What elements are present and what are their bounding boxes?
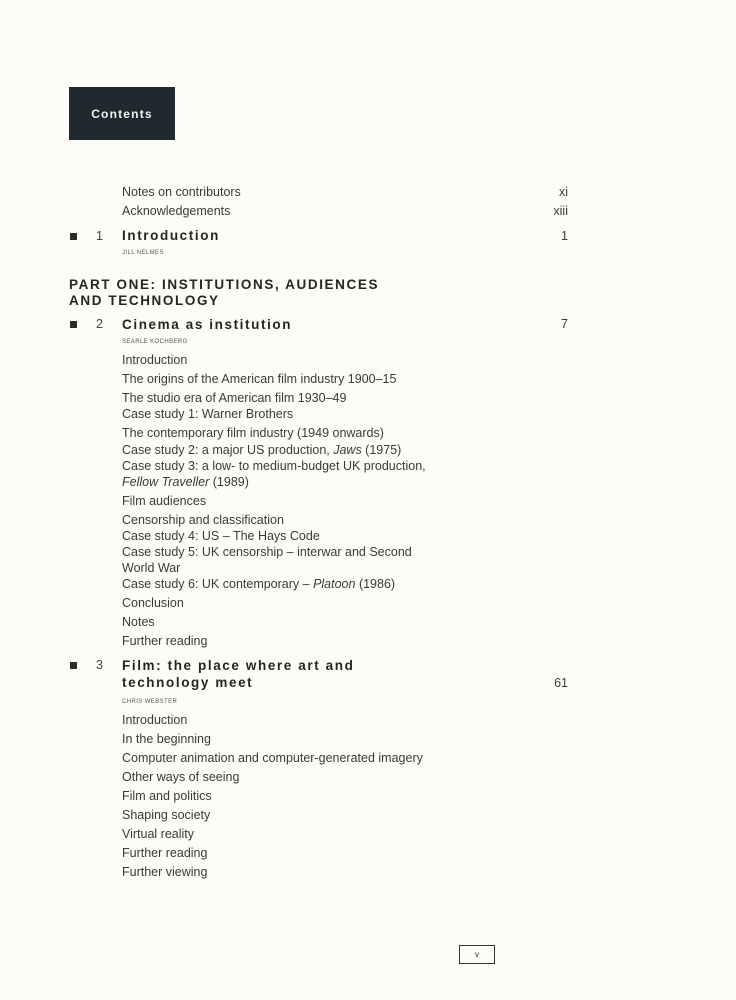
contents-title: Contents <box>91 106 153 121</box>
toc-entry: Case study 3: a low- to medium-budget UK production, <box>122 459 426 473</box>
toc-entry: Other ways of seeing <box>122 770 240 784</box>
toc-entry: World War <box>122 561 181 575</box>
chapter-bullet <box>70 662 77 669</box>
part-heading-line1: PART ONE: INSTITUTIONS, AUDIENCES <box>69 277 380 292</box>
toc-entry: Fellow Traveller (1989) <box>122 475 249 489</box>
toc-entry: Case study 5: UK censorship – interwar and Second <box>122 545 412 559</box>
chapter-number: 3 <box>96 658 103 672</box>
chapter-author: SEARLE KOCHBERG <box>122 339 188 345</box>
toc-entry: Case study 4: US – The Hays Code <box>122 529 320 543</box>
chapter-page: 1 <box>561 229 568 243</box>
toc-entry: Computer animation and computer-generated imagery <box>122 751 423 765</box>
front-item-acknowledgements: Acknowledgements <box>122 204 231 218</box>
front-item-contributors: Notes on contributors <box>122 185 241 199</box>
chapter-author: JILL NELMES <box>122 250 164 256</box>
page-folio: v <box>459 945 495 964</box>
toc-entry: Introduction <box>122 353 188 367</box>
toc-entry: Further viewing <box>122 865 208 879</box>
toc-entry: Case study 2: a major US production, Jaws (1975) <box>122 443 402 457</box>
chapter-author: CHRIS WEBSTER <box>122 699 178 705</box>
chapter-page: 7 <box>561 317 568 331</box>
chapter-title-line1: Film: the place where art and <box>122 658 355 673</box>
toc-entry: Case study 6: UK contemporary – Platoon (1986) <box>122 577 396 591</box>
toc-entry: Conclusion <box>122 596 184 610</box>
toc-entry: Shaping society <box>122 808 211 822</box>
chapter-bullet <box>70 321 77 328</box>
toc-entry: The origins of the American film industry 1900–15 <box>122 372 397 386</box>
chapter-bullet <box>70 233 77 240</box>
toc-entry: The contemporary film industry (1949 onwards) <box>122 426 384 440</box>
front-page-acknowledgements: xiii <box>553 204 568 218</box>
chapter-title-line2: technology meet <box>122 675 254 690</box>
chapter-number: 1 <box>96 229 103 243</box>
toc-entry: Case study 1: Warner Brothers <box>122 407 294 421</box>
toc-entry: Virtual reality <box>122 827 195 841</box>
chapter-page: 61 <box>554 676 568 690</box>
toc-entry: Introduction <box>122 713 188 727</box>
toc-entry: Notes <box>122 615 155 629</box>
front-page-contributors: xi <box>558 185 568 199</box>
toc-entry: Further reading <box>122 846 208 860</box>
chapter-title: Cinema as institution <box>122 317 293 332</box>
toc-entry: The studio era of American film 1930–49 <box>122 391 347 405</box>
toc-entry: Film and politics <box>122 789 212 803</box>
chapter-number: 2 <box>96 317 103 331</box>
chapter-title: Introduction <box>122 228 220 243</box>
toc-entry: In the beginning <box>122 732 211 746</box>
part-heading-line2: AND TECHNOLOGY <box>69 293 220 308</box>
toc-entry: Censorship and classification <box>122 513 284 527</box>
contents-heading-box <box>69 87 175 140</box>
toc-entry: Film audiences <box>122 494 207 508</box>
toc-entry: Further reading <box>122 634 208 648</box>
